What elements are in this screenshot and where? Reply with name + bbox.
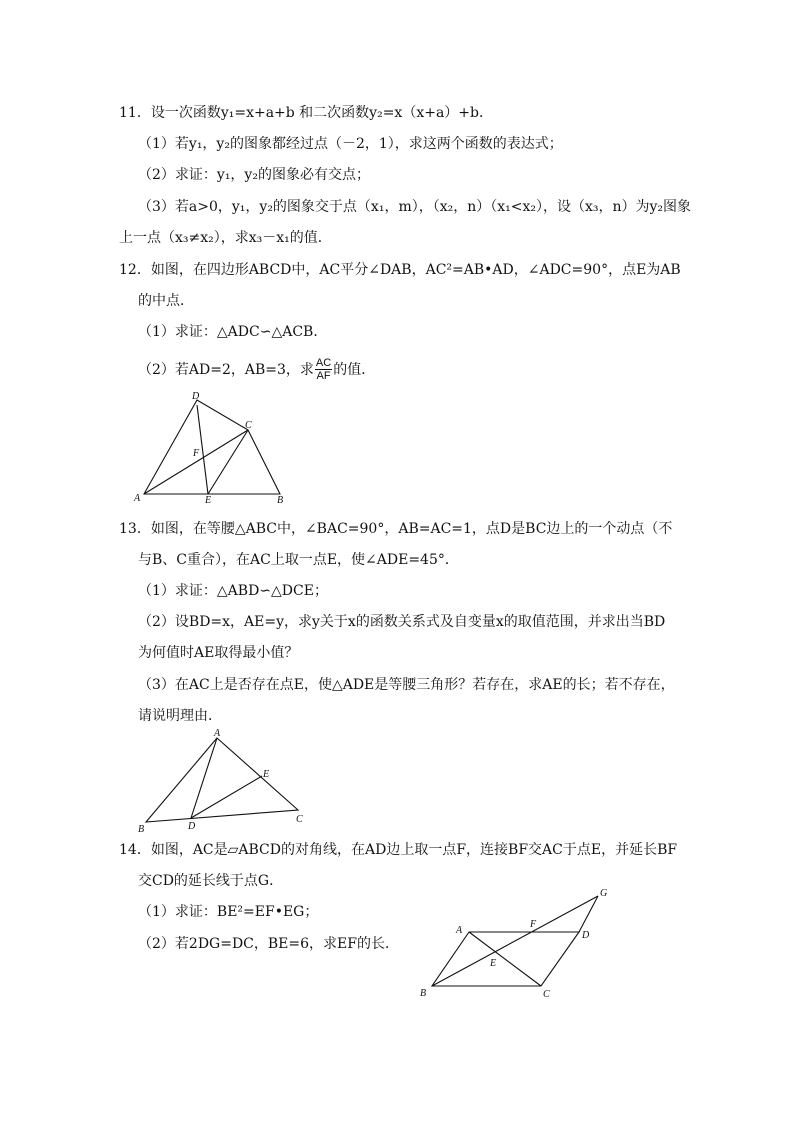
q12-segment-ce	[208, 430, 248, 494]
q12-fraction	[315, 357, 332, 382]
q14-label-e: E	[490, 958, 497, 969]
q14-label-g: G	[600, 888, 608, 899]
q11-part2: （2）求证：y₁，y₂的图象必有交点；	[138, 167, 370, 183]
q14-label-c: C	[543, 989, 550, 1000]
q11-part1: （1）若y₁，y₂的图象都经过点（－2，1），求这两个函数的表达式；	[138, 136, 563, 152]
q14-parallelogram-figure	[412, 880, 622, 1005]
q12-label-a: A	[134, 493, 141, 504]
q13-triangle-figure	[132, 728, 312, 838]
q12-quadrilateral-abcd	[144, 400, 280, 494]
q13-part3-line1: （3）在AC上是否存在点E，使△ADE是等腰三角形？若存在，求AE的长；若不存在，	[138, 677, 675, 693]
q12-stem-line2: 的中点．	[138, 293, 194, 309]
q12-fraction-numerator: AC	[315, 357, 332, 369]
q12-label-b: B	[277, 495, 284, 506]
q13-triangle-abc	[146, 738, 298, 822]
q14-diagonal-ac	[469, 932, 541, 986]
q14-stem-line2: 交CD的延长线于点G．	[138, 873, 284, 889]
q14-stem-line1: 14．如图，AC是▱ABCD的对角线，在AD边上取一点F，连接BF交AC于点E，并延长BF	[119, 842, 678, 858]
q12-label-c: C	[245, 420, 252, 431]
q14-label-b: B	[420, 988, 427, 999]
q12-diagonal-ac	[144, 430, 248, 494]
q13-label-d: D	[188, 821, 196, 832]
q13-part1: （1）求证：△ABD∽△DCE；	[138, 583, 328, 599]
q12-part2-prefix: （2）若AD=2，AB=3，求	[138, 361, 314, 378]
q13-label-c: C	[296, 814, 303, 825]
q12-label-f: F	[193, 448, 200, 459]
q13-segment-de	[191, 776, 262, 818]
q14-part2: （2）若2DG=DC，BE=6，求EF的长．	[138, 936, 399, 952]
q11-stem: 11．设一次函数y₁=x+a+b 和二次函数y₂=x（x+a）+b．	[119, 105, 493, 121]
q13-part2-line1: （2）设BD=x，AE=y，求y关于x的函数关系式及自变量x的取值范围，并求出当BD	[138, 614, 666, 630]
q14-part1: （1）求证：BE²=EF•EG；	[138, 904, 319, 920]
q13-part2-line2: 为何值时AE取得最小值？	[138, 645, 299, 661]
q14-label-a: A	[456, 925, 463, 936]
q12-part1: （1）求证：△ADC∽△ACB．	[138, 324, 328, 340]
q12-part2-suffix: 的值．	[333, 361, 376, 378]
q13-label-e: E	[263, 769, 270, 780]
q12-fraction-denominator: AF	[316, 370, 331, 382]
q14-label-f: F	[530, 919, 537, 930]
q11-part3-line1: （3）若a>0，y₁，y₂的图象交于点（x₁，m），（x₂，n）（x₁<x₂），设（x₃，n）为y₂图象	[138, 199, 692, 215]
q13-label-b: B	[138, 824, 145, 835]
q12-stem-line1: 12．如图，在四边形ABCD中，AC平分∠DAB，AC²=AB•AD，∠ADC=90°，点E为AB	[119, 262, 681, 278]
q13-segment-ad	[191, 738, 217, 818]
q12-part2	[138, 357, 375, 382]
q13-part3-line2: 请说明理由．	[138, 708, 222, 724]
q12-label-d: D	[192, 391, 200, 402]
q12-label-e: E	[205, 495, 212, 506]
q12-quadrilateral-figure	[130, 388, 295, 506]
q14-label-d: D	[582, 930, 590, 941]
q13-stem-line1: 13．如图，在等腰△ABC中，∠BAC=90°，AB=AC=1，点D是BC边上的一个动点（不	[119, 521, 673, 537]
q11-part3-line2: 上一点（x₃≠x₂），求x₃－x₁的值．	[119, 230, 332, 246]
q13-label-a: A	[214, 728, 221, 739]
q13-stem-line2: 与B、C重合），在AC上取一点E，使∠ADE=45°．	[138, 552, 459, 568]
